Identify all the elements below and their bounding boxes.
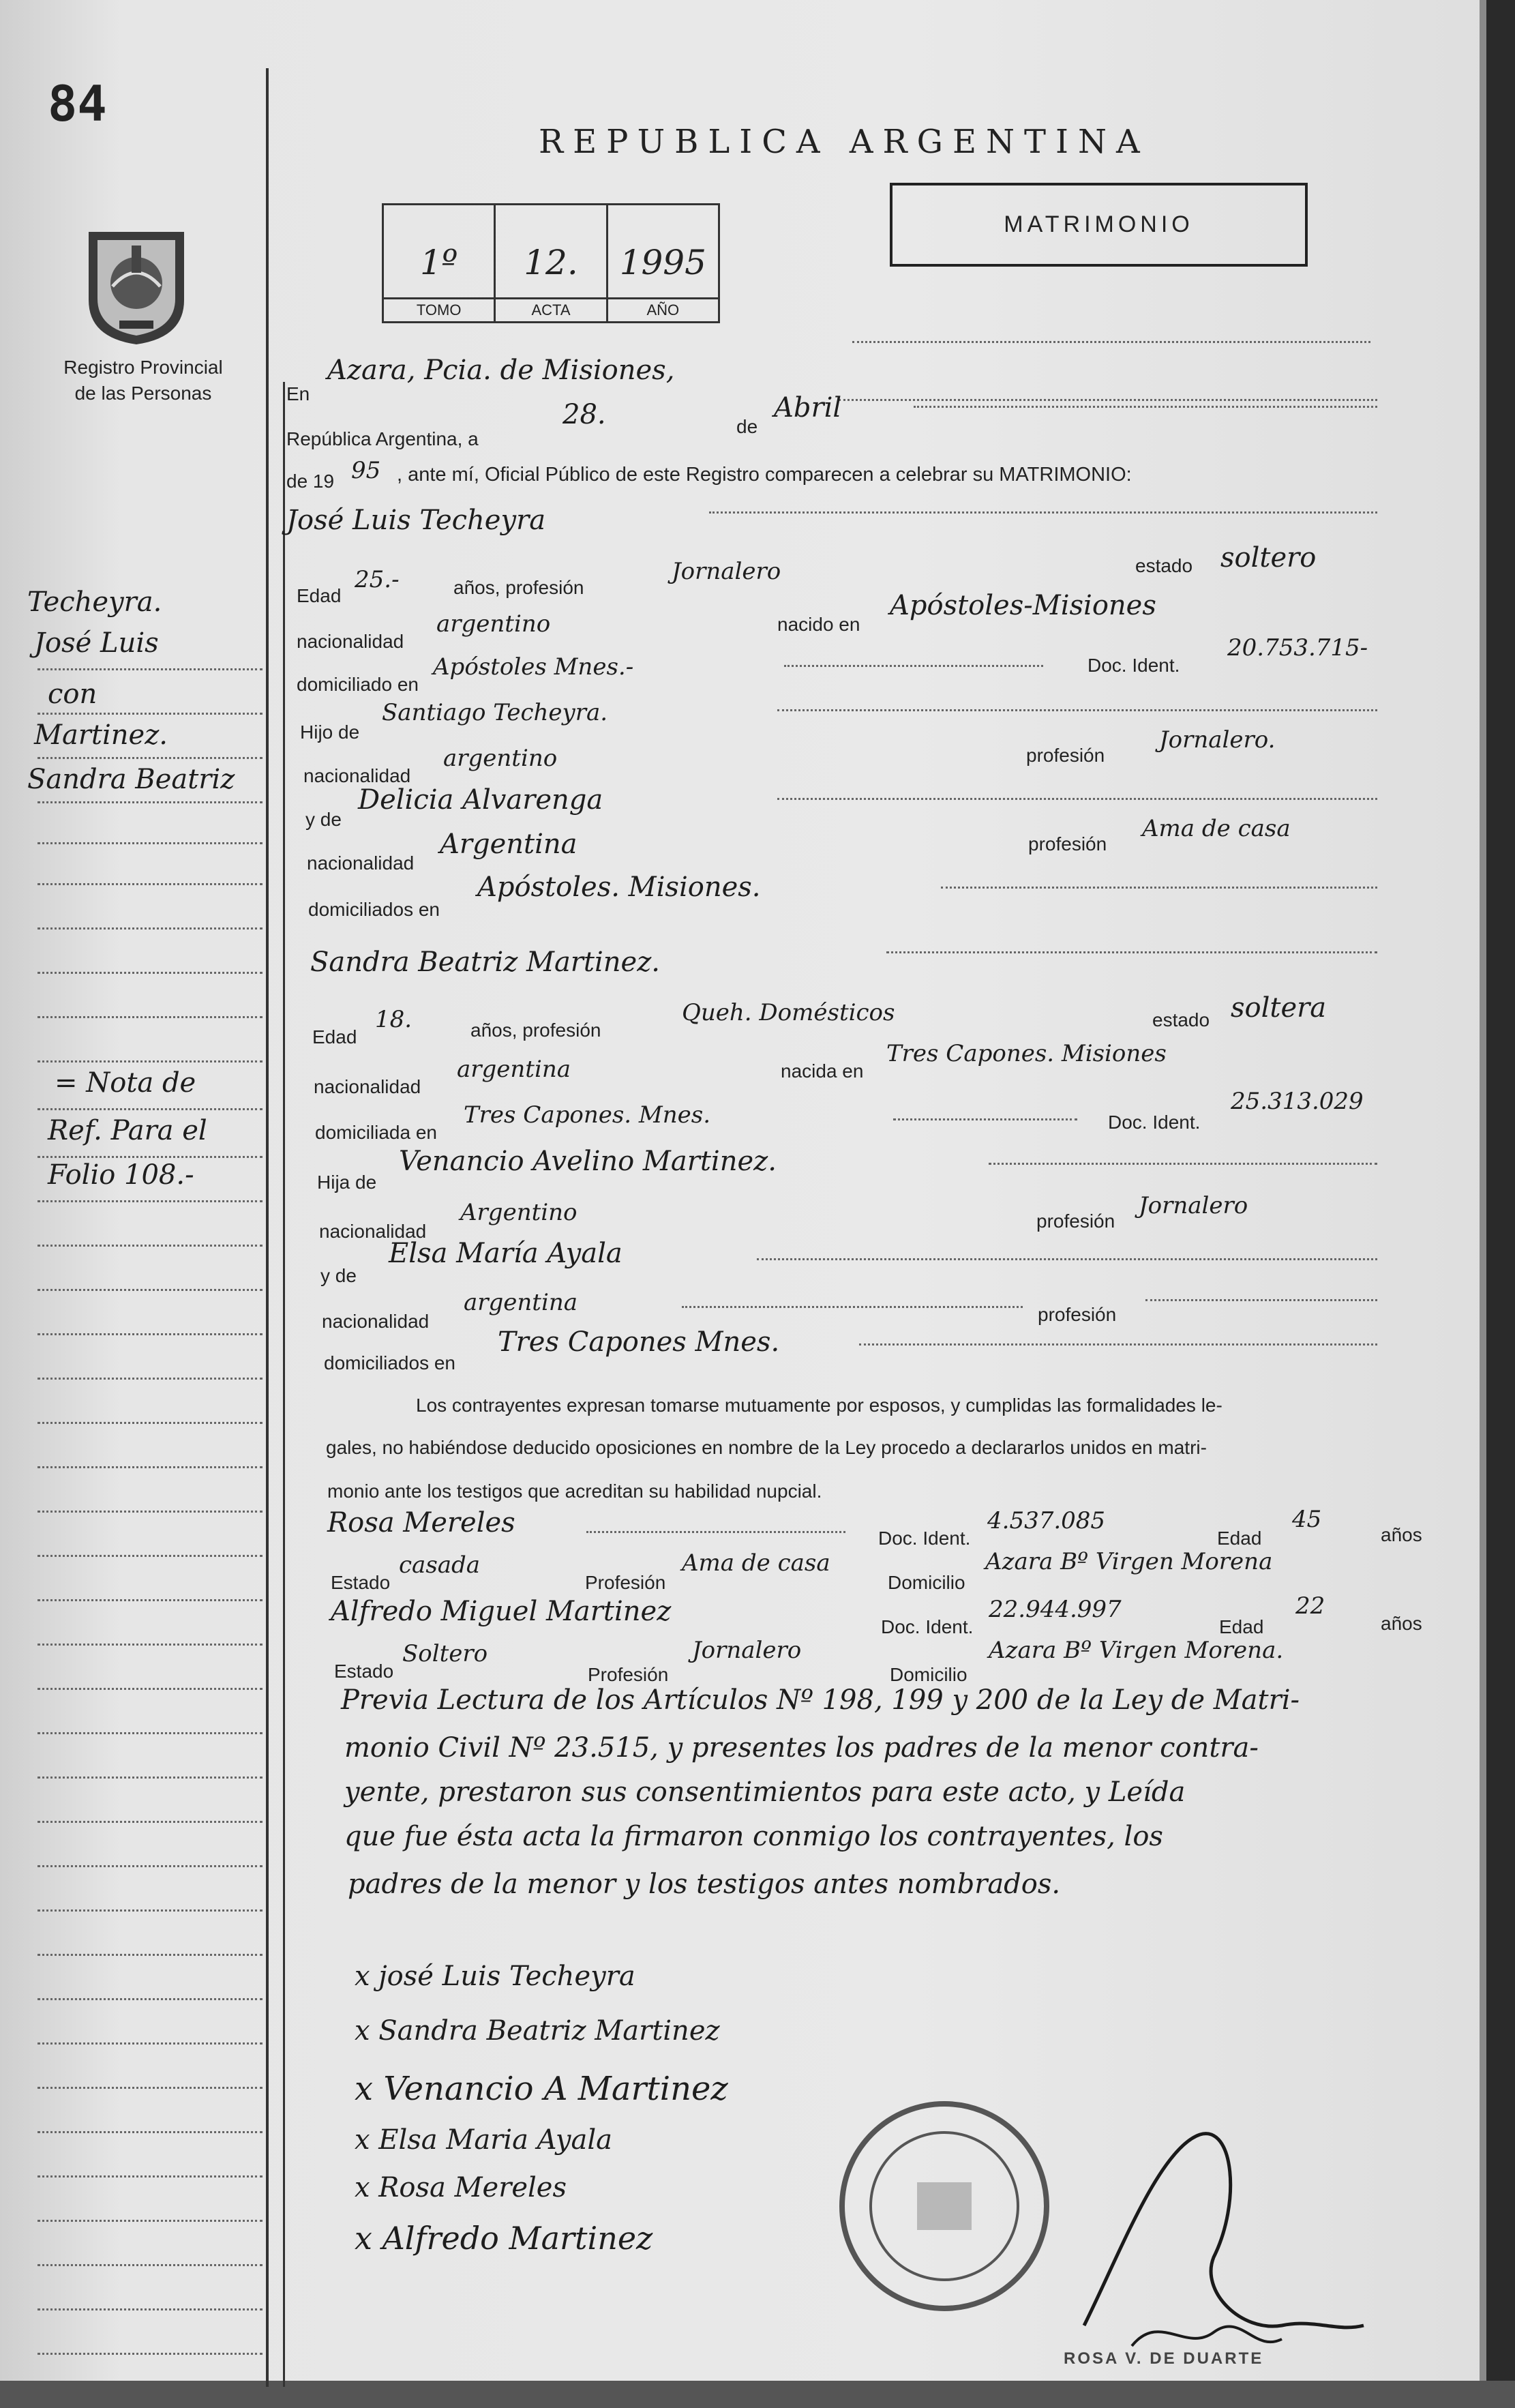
registry-label-line1: Registro Provincial xyxy=(63,357,223,378)
rule xyxy=(586,1531,845,1533)
bride-age-label: Edad xyxy=(312,1026,357,1047)
witness-2-dom-label: Domicilio xyxy=(890,1664,967,1685)
bride-nationality-label: nacionalidad xyxy=(314,1076,421,1097)
groom-mother-nat: Argentina xyxy=(440,829,578,860)
groom-mother-label: y de xyxy=(305,809,342,830)
bride-father-nat-label: nacionalidad xyxy=(319,1221,427,1242)
month-prefix-label: de xyxy=(736,416,758,437)
margin-note-2: José Luis xyxy=(34,627,159,659)
tomo-value: 1º xyxy=(420,243,458,282)
witness-1-age: 45 xyxy=(1292,1506,1322,1533)
handwritten-note-line5: padres de la menor y los testigos antes nombrados. xyxy=(348,1869,1061,1900)
bride-mother-label: y de xyxy=(320,1265,357,1286)
bride-status: soltera xyxy=(1231,992,1327,1024)
tomo-cell xyxy=(384,205,496,321)
margin-note-6: = Nota de xyxy=(55,1067,196,1099)
groom-age: 25.- xyxy=(355,566,400,593)
groom-profession-label: años, profesión xyxy=(453,577,584,598)
year-caption: AÑO xyxy=(608,297,718,321)
witness-2-prof-label: Profesión xyxy=(588,1664,669,1685)
official-signature-icon xyxy=(1077,2121,1370,2366)
witness-2-status: Soltero xyxy=(402,1640,488,1667)
witness-2-dom: Azara Bº Virgen Morena. xyxy=(989,1637,1284,1664)
rule xyxy=(709,511,1377,514)
witness-1-dom: Azara Bº Virgen Morena xyxy=(985,1548,1273,1575)
act-type-box: MATRIMONIO xyxy=(890,183,1308,267)
bride-mother-nat-label: nacionalidad xyxy=(322,1311,430,1332)
bride-born-label: nacida en xyxy=(781,1060,864,1082)
groom-mother-prof-label: profesión xyxy=(1028,833,1107,854)
witness-2-status-label: Estado xyxy=(334,1661,394,1682)
groom-parents-dom: Apóstoles. Misiones. xyxy=(477,872,761,903)
rule xyxy=(852,341,1370,343)
day-value: 28. xyxy=(562,399,606,430)
signature-bride-father: x Venancio A Martinez xyxy=(355,2070,728,2108)
margin-rule-outer xyxy=(266,68,269,2387)
witness-1-name: Rosa Mereles xyxy=(327,1507,515,1539)
witness-2-doc: 22.944.997 xyxy=(989,1596,1122,1623)
margin-rule-inner xyxy=(283,382,285,2387)
signature-bride: x Sandra Beatriz Martinez xyxy=(355,2015,720,2047)
republica-label: República Argentina, a xyxy=(286,428,479,449)
handwritten-note-line4: que fue ésta acta la firmaron conmigo los contrayentes, los xyxy=(344,1821,1163,1852)
rule xyxy=(777,709,1377,711)
groom-father-nat-label: nacionalidad xyxy=(303,765,411,786)
bride-name: Sandra Beatriz Martinez. xyxy=(310,947,661,978)
witness-2-name: Alfredo Miguel Martinez xyxy=(331,1596,672,1627)
rule xyxy=(757,1258,1377,1260)
book-binding-edge xyxy=(1486,0,1515,2408)
groom-nationality: argentino xyxy=(436,610,551,638)
year-suffix-value: 95 xyxy=(351,457,381,484)
bride-domicile: Tres Capones. Mnes. xyxy=(464,1101,710,1129)
bride-status-label: estado xyxy=(1152,1009,1210,1030)
place-value: Azara, Pcia. de Misiones, xyxy=(327,355,675,386)
bride-doc-label: Doc. Ident. xyxy=(1108,1112,1201,1133)
rule xyxy=(941,887,1377,889)
rule xyxy=(859,1343,1377,1346)
witness-1-doc-label: Doc. Ident. xyxy=(878,1528,971,1549)
groom-status: soltero xyxy=(1220,542,1317,574)
margin-note-8: Folio 108.- xyxy=(48,1159,194,1191)
groom-nationality-label: nacionalidad xyxy=(297,631,404,652)
witness-2-prof: Jornalero xyxy=(692,1637,802,1664)
year-value: 1995 xyxy=(619,243,706,282)
rule xyxy=(784,665,1043,667)
declaration-line2: gales, no habiéndose deducido oposiciones en nombre de la Ley procedo a declararlos unidos en matri- xyxy=(326,1437,1207,1458)
bride-mother-prof-label: profesión xyxy=(1038,1304,1117,1325)
groom-doc: 20.753.715- xyxy=(1227,634,1368,662)
witness-2-age-label: Edad xyxy=(1219,1616,1264,1637)
witness-2-age-unit: años xyxy=(1381,1613,1422,1634)
handwritten-note-line1: Previa Lectura de los Artículos Nº 198, 199 y 200 de la Ley de Matri- xyxy=(341,1684,1300,1716)
province-seal-icon xyxy=(78,218,194,348)
rule xyxy=(893,1118,1077,1120)
year-prefix-label: de 19 xyxy=(286,471,335,492)
bride-father: Venancio Avelino Martinez. xyxy=(399,1146,777,1177)
bride-nationality: argentina xyxy=(457,1056,571,1083)
rule xyxy=(777,798,1377,800)
registry-label-line2: de las Personas xyxy=(74,383,212,404)
bride-father-prof: Jornalero xyxy=(1139,1192,1248,1219)
bride-profession: Queh. Domésticos xyxy=(682,999,895,1026)
statement-text: , ante mí, Oficial Público de este Registro comparecen a celebrar su MATRIMONIO: xyxy=(397,464,1132,486)
signature-groom: x josé Luis Techeyra xyxy=(355,1961,635,1992)
margin-note-4: Martinez. xyxy=(34,719,168,751)
witness-1-age-unit: años xyxy=(1381,1524,1422,1545)
bride-doc: 25.313.029 xyxy=(1231,1088,1364,1115)
groom-father-prof-label: profesión xyxy=(1026,745,1105,766)
groom-mother-prof: Ama de casa xyxy=(1142,815,1291,842)
month-value: Abril xyxy=(774,392,842,423)
groom-born-label: nacido en xyxy=(777,614,860,635)
official-stamp-icon xyxy=(832,2087,1057,2325)
bride-parents-dom: Tres Capones Mnes. xyxy=(498,1326,780,1358)
rule xyxy=(839,399,1377,401)
groom-name: José Luis Techeyra xyxy=(286,505,546,536)
signature-witness-1: x Rosa Mereles xyxy=(355,2172,567,2203)
groom-parents-dom-label: domiciliados en xyxy=(308,899,440,920)
bride-father-label: Hija de xyxy=(317,1172,377,1193)
witness-1-age-label: Edad xyxy=(1217,1528,1262,1549)
rule xyxy=(682,1306,1023,1308)
margin-note-3: con xyxy=(48,679,97,710)
acta-value: 12. xyxy=(524,243,578,282)
acta-caption: ACTA xyxy=(496,297,605,321)
groom-domicile-label: domiciliado en xyxy=(297,674,419,695)
witness-1-status-label: Estado xyxy=(331,1572,391,1593)
witness-1-prof-label: Profesión xyxy=(585,1572,666,1593)
groom-status-label: estado xyxy=(1135,555,1193,576)
signature-witness-2: x Alfredo Martinez xyxy=(355,2220,653,2257)
declaration-line1: Los contrayentes expresan tomarse mutuamente por esposos, y cumplidas las formalidades le- xyxy=(416,1395,1222,1416)
rule xyxy=(914,406,1377,408)
page-bottom-edge xyxy=(0,2381,1515,2408)
declaration-line3: monio ante los testigos que acreditan su habilidad nupcial. xyxy=(327,1481,822,1502)
en-label: En xyxy=(286,383,310,404)
witness-1-prof: Ama de casa xyxy=(682,1549,830,1577)
handwritten-note-line3: yente, prestaron sus consentimientos para este acto, y Leída xyxy=(344,1777,1186,1808)
groom-profession: Jornalero xyxy=(672,558,781,585)
bride-born: Tres Capones. Misiones xyxy=(886,1040,1167,1067)
bride-domicile-label: domiciliada en xyxy=(315,1122,437,1143)
acta-reference-box xyxy=(382,203,720,323)
groom-father: Santiago Techeyra. xyxy=(382,699,608,726)
page-number: 84 xyxy=(48,75,107,132)
rule xyxy=(1145,1299,1377,1301)
tomo-caption: TOMO xyxy=(384,297,494,321)
bride-mother-nat: argentina xyxy=(464,1289,578,1316)
groom-father-nat: argentino xyxy=(443,745,558,772)
groom-mother-nat-label: nacionalidad xyxy=(307,852,415,874)
groom-doc-label: Doc. Ident. xyxy=(1088,655,1180,676)
groom-born: Apóstoles-Misiones xyxy=(890,590,1156,621)
signature-bride-mother: x Elsa Maria Ayala xyxy=(355,2124,612,2156)
witness-2-age: 22 xyxy=(1295,1592,1325,1620)
bride-father-nat: Argentino xyxy=(460,1199,578,1226)
bride-father-prof-label: profesión xyxy=(1036,1210,1115,1232)
document-title: REPUBLICA ARGENTINA xyxy=(539,123,1150,161)
witness-1-status: casada xyxy=(399,1551,481,1579)
bride-mother: Elsa María Ayala xyxy=(389,1238,622,1269)
official-name-stamp: ROSA V. DE DUARTE xyxy=(1064,2349,1264,2368)
groom-father-label: Hijo de xyxy=(300,722,360,743)
witness-1-doc: 4.537.085 xyxy=(987,1507,1106,1534)
margin-note-1: Techeyra. xyxy=(27,586,162,618)
witness-2-doc-label: Doc. Ident. xyxy=(881,1616,974,1637)
bride-age: 18. xyxy=(375,1006,412,1033)
margin-note-7: Ref. Para el xyxy=(48,1115,207,1146)
registry-label xyxy=(41,355,245,406)
groom-father-prof: Jornalero. xyxy=(1159,726,1276,754)
witness-1-dom-label: Domicilio xyxy=(888,1572,965,1593)
rule xyxy=(989,1163,1377,1165)
groom-age-label: Edad xyxy=(297,585,342,606)
rule xyxy=(886,951,1377,953)
year-cell xyxy=(608,205,718,321)
acta-cell xyxy=(496,205,608,321)
bride-profession-label: años, profesión xyxy=(470,1020,601,1041)
handwritten-note-line2: monio Civil Nº 23.515, y presentes los padres de la menor contra- xyxy=(344,1732,1259,1764)
margin-note-5: Sandra Beatriz xyxy=(27,764,235,795)
groom-domicile: Apóstoles Mnes.- xyxy=(433,653,634,681)
bride-parents-dom-label: domiciliados en xyxy=(324,1352,455,1373)
groom-mother: Delicia Alvarenga xyxy=(358,784,603,816)
